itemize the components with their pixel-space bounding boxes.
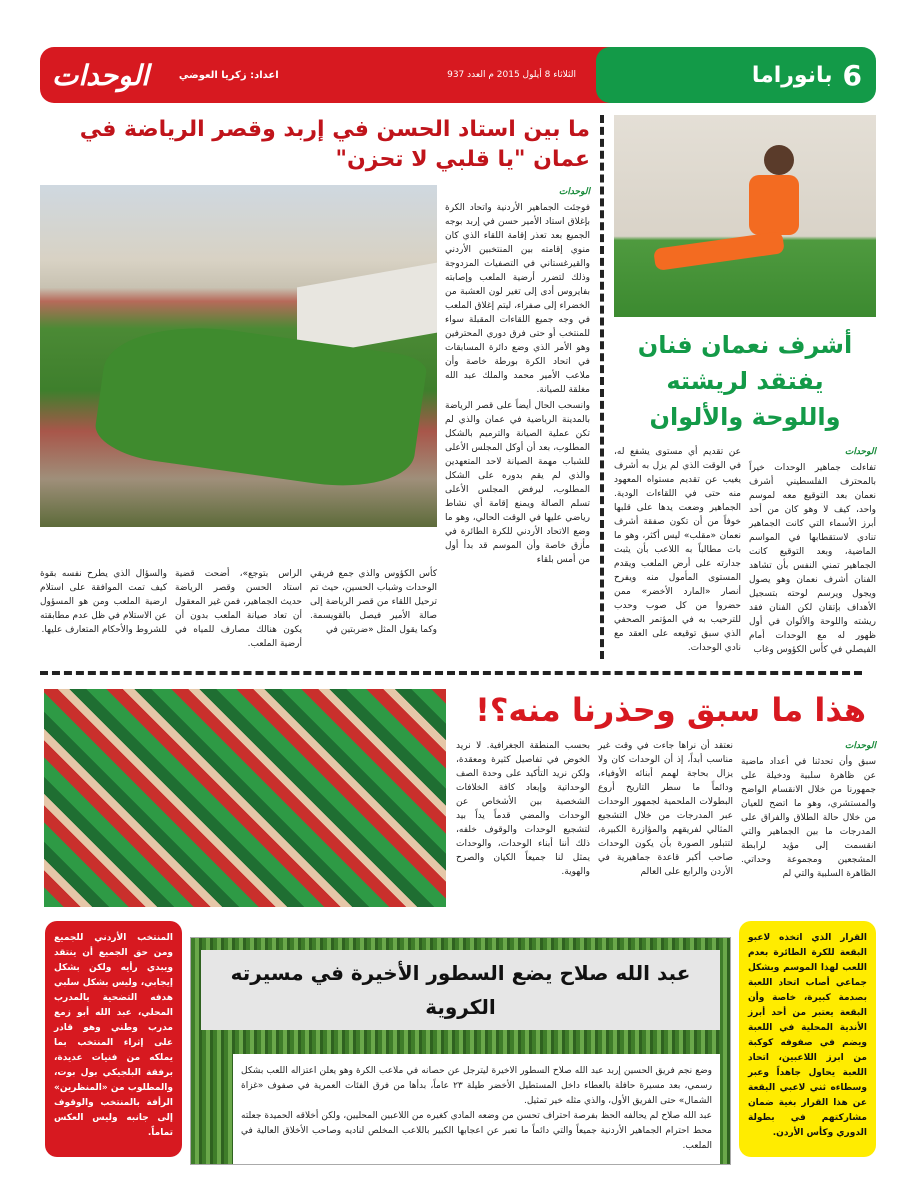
article4-body — [233, 1054, 720, 1164]
article1-headline: ما بين استاد الحسن في إربد وقصر الرياضة في عمان "يا قلبي لا تحزن" — [79, 117, 590, 172]
article4-grass-frame — [190, 937, 731, 1165]
logo: الوحدات — [52, 58, 149, 92]
article1-column-3: الراس بتوجع»، أضحت قضية استاد الحسن وقصر الرياضة حديث الجماهير، فمن غير المعقول أن تعاد صيانة الملعب بدون أن يكون هنالك مصارف للمياه في أرضية الملعب. — [175, 569, 302, 649]
source-label: الوحدات — [844, 447, 876, 457]
paragraph: وانسحب الحال أيضاً على قصر الرياضة بالمدينة الرياضية في عمان والذي لم تكن عملية الصيانة والترميم بالشكل المطلوب، بعد أن أوكل المجلس الأعلى للشباب مهمة الصيانة لاحد المتعهدين والذي لم يقم بدوره على الشكل المطلوب، ليرفض المجلس الأعلى تسلم الصالة ويمنع إقامة أي نشاط رياضي عليها في الوقت الحالي، وهو ما وضع الاتحاد الأردني للكرة الطائرة في مأزق خاصة وأن الموسم قد بدأ أول من أمس بلقاء — [445, 401, 590, 565]
paragraph: عبد الله صلاح لم يحالفه الحظ بفرصة احتراف تحسن من وضعه المادي كغيره من اللاعبين المحليين، ولكن أخلاقه الحميدة جعلته محط احترام الجماهير الأردنية جميعاً والتي دائماً ما تعبر عن اعجابها الكبير باللاعب المخلص لناديه وصاحب الأخلاق العالية في الملعب. — [241, 1111, 712, 1151]
bottom-section — [40, 921, 876, 1165]
header-bar-red — [40, 47, 636, 103]
header-bar-green — [596, 47, 876, 103]
article3 — [40, 689, 876, 907]
paragraph: سبق وأن تحدثنا في أعداد ماضية عن ظاهرة سلبية ودخيلة على جمهورنا من خلال الانقسام الواضح والمستشري، وهو ما اتضح للعيان من خلال حالة الطلاق والفراق على المدرجات ما بين الجماهير والتي انقسمت إلى مؤيد لرابطة المشجعين ومجموعة وحداتي. الظاهرة السلبية والتي لم — [741, 757, 876, 879]
source-label: الوحدات — [558, 187, 590, 197]
article4-title-band — [201, 950, 720, 1030]
article3-column-2: نعتقد أن نراها جاءت في وقت غير مناسب أبداً، إذ أن الوحدات كان ولا يزال بحاجة لهمم أبنائه الأوفياء، ودائماً ما سطر التاريخ أروع البطولات الملحمية لجمهور الوحدات عبر المدرجات من خلال التشجيع المثالي لفريقهم والمؤازرة الكبيرة، لتتبلور الصورة بأن يكون الوحدات صاحب أكبر قاعدة جماهيرية في الأردن والرابع على العالم — [598, 741, 733, 877]
article4-headline: عبد الله صلاح يضع السطور الأخيرة في مسيرته الكروية — [230, 961, 691, 1019]
player-photo — [614, 115, 876, 317]
article1-column-4: والسؤال الذي يطرح نفسه بقوة كيف تمت الموافقة على استلام ارضية الملعب ومن هو المسؤول عن الاستلام في ظل عدم مطابقته للشروط والأحكام المتعارف عليها. — [40, 569, 167, 635]
stadium-photo — [40, 185, 437, 527]
top-section — [40, 115, 876, 659]
header — [40, 47, 876, 103]
article1-column-1 — [445, 185, 590, 569]
article3-headline: هذا ما سبق وحذرنا منه؟! — [475, 691, 866, 729]
article3-column-1 — [741, 739, 876, 883]
article1 — [40, 115, 590, 651]
editor-credit: اعداد: زكريا العوضي — [178, 69, 279, 81]
article2-headline: أشرف نعمان فنان يفتقد لريشته واللوحة والألوان — [637, 331, 853, 431]
article2-column-1 — [749, 445, 876, 659]
red-opinion-box — [45, 921, 182, 1157]
paragraph: فوجئت الجماهير الأردنية واتحاد الكرة بإغلاق استاد الأمير حسن في إربد بوجه الجميع بعد تعذر إقامة اللقاء الذي كان منوي إقامته بين المنتخبين الأردني والقيرغستاني في التصفيات المزدوجة وذلك لتضرر أرضية الملعب وإصابته بفايروس أدى إلى تغير لون العشبة من الخضراء إلى صفراء، ليتم إغلاق الملعب في وجه جميع اللقاءات المقبلة سواء للمنتخب أو حتى فرق دوري المحترفين وهو الأمر الذي وضع دائرة المسابقات في اتحاد الكرة بورطة خاصة وأن ملاعب الأمير محمد والملك عبد الله مغلقة للصيانة. — [445, 203, 590, 395]
paragraph: تفاءلت جماهير الوحدات خيراً بالمحترف الفلسطيني أشرف نعمان بعد التوقيع معه لموسم واحد، كيف لا وهو كان من أحد أبرز الأسماء التي كانت الجماهير تنادي لاستقطابها في المواسم الماضية، وبعد التوقيع كانت الجماهير تمني النفس بأن تشاهد الفنان أشرف نعمان وهو يصول ويجول ويرسم لوحته بتسجيل الأهداف بإتقان لكن الفنان فقد ريشته واللوحة والألوان في أول ظهور له مع الوحدات أمام الفيصلي في كأس الكؤوس وغاب — [749, 463, 876, 655]
opinion-text: القرار الذي اتخذه لاعبو البقعة للكرة الطائرة بعدم اللعب لهذا الموسم وبشكل جماعي أصاب اتحاد اللعبة بصدمة كبيرة، خاصة وأن البقعة يعتبر من أحد أبرز الأندية المحلية في اللعبة ويضم في صفوفه كوكبة من ابرز اللاعبين، اتحاد اللعبة يحاول جاهداً وعبر وسطاءه ثني لاعبي البقعة عن هذا القرار بغية ضمان مشاركتهم في بطولة الدوري وكأس الأردن. — [748, 933, 867, 1138]
yellow-opinion-box — [739, 921, 876, 1157]
source-label: الوحدات — [844, 741, 876, 751]
page-number: 6 — [842, 58, 862, 92]
paragraph: وضع نجم فريق الحسين إربد عبد الله صلاح السطور الاخيرة ليترجل عن حصانه في ملاعب الكرة وهو يعلن اعتزاله اللعب بشكل رسمي، بعد مسيرة حافلة بالعطاء داخل المستطيل الأخضر طيلة ٢٣ عاماً، بدأها من فرق الفئات العمرية في صفوف «غزاة الشمال» حتى الفريق الأول، والذي مثله خير تمثيل. — [241, 1066, 713, 1106]
article1-column-2: كأس الكؤوس والذي جمع فريقي الوحدات وشباب الحسين، حيث تم ترحيل اللقاء من قصر الرياضة إلى صالة الأمير فيصل بالقويسمة. وكما يقول المثل «ضربتين في — [310, 569, 437, 635]
opinion-text: المنتخب الأردني للجميع ومن حق الجميع أن ينتقد ويبدي رأيه ولكن بشكل إيجابي، وليس بشكل سلبي هدفه التضحية بالمدرب المحلي، عبد الله أبو زمع مدرب وطني وهو قادر على إثراء المنتخب بما يملكه من فنيات عديدة، برفقة البلجيكي بول بوت، والمطلوب من «المنظرين» الرأفة بالمنتخب والوقوف إلى جانبه وليس العكس تماماً. — [54, 933, 173, 1138]
issue-date: الثلاثاء 8 أيلول 2015 م العدد 937 — [447, 70, 576, 80]
article3-column-3: بحسب المنطقة الجغرافية. لا نريد الخوض في تفاصيل كثيرة ومعقدة، ولكن نريد التأكيد على وحدة الصف الوحداتية وإبعاد كافة الخلافات الشخصية بين الأشخاص عن الوحدات والمضي قدماً يداً بيد لتشجيع الوحدات والوقوف خلفه، ذلك أننا أبناء الوحدات، والوحدات يمثل لنا جميعاً الكيان والصرح والهوية. — [456, 741, 590, 877]
article2-column-2: عن تقديم أي مستوى يشفع له، في الوقت الذي لم يزل به أشرف يغيب عن تقديم مستواه المعهود منه حتى في اللقاءات الودية. الجماهير وضعت يدها على قلبها خوفاً من أن تكون صفقة أشرف نعمان «مقلب» ليس أكثر، وهو ما بات مطالباً به اللاعب بأن يثبت جدارته على أرض الملعب ويقدم المستوى المأمول منه ويفرح أنصار «المارد الأخضر» ممن حضروا من كل صوب وحدب للترحيب به في المؤتمر الصحفي الذي سبق توقيعه على العقد مع نادي الوحدات. — [614, 447, 741, 653]
article2 — [614, 115, 876, 659]
section-separator — [40, 671, 862, 675]
section-name: بانوراما — [751, 62, 833, 88]
column-divider — [600, 115, 604, 659]
fans-crowd-photo — [44, 689, 446, 907]
